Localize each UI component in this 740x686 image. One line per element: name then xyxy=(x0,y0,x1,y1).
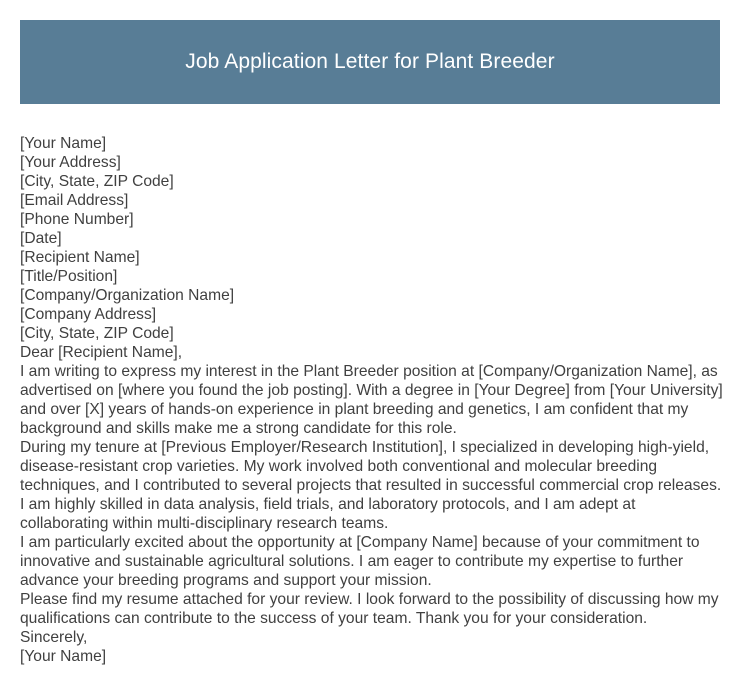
header-banner xyxy=(20,20,720,104)
body-paragraph: I am particularly excited about the opportunity at [Company Name] because of your commitment to innovative and sustainable agricultural solutions. I am eager to contribute my expertise to further advance your breeding programs and support your mission. xyxy=(20,534,700,589)
letter-body xyxy=(20,134,726,666)
recipient-city-state-zip: [City, State, ZIP Code] xyxy=(20,325,174,342)
sender-name: [Your Name] xyxy=(20,135,107,152)
body-paragraph: During my tenure at [Previous Employer/Research Institution], I specialized in developing high-yield, disease-resistant crop varieties. My work involved both conventional and molecular breeding techniques, and I contributed to several projects that resulted in successful commercial crop releases. I am highly skilled in data analysis, field trials, and laboratory protocols, and I am adept at collaborating within multi-disciplinary research teams. xyxy=(20,439,722,532)
closing: Sincerely, xyxy=(20,629,88,646)
recipient-company: [Company/Organization Name] xyxy=(20,287,235,304)
page-title: Job Application Letter for Plant Breeder xyxy=(185,50,555,73)
sender-address: [Your Address] xyxy=(20,154,121,171)
body-paragraph: Please find my resume attached for your review. I look forward to the possibility of discussing how my qualifications can contribute to the success of your team. Thank you for your consideration. xyxy=(20,591,719,627)
signature: [Your Name] xyxy=(20,648,107,665)
sender-email: [Email Address] xyxy=(20,192,129,209)
recipient-title: [Title/Position] xyxy=(20,268,118,285)
letter-date: [Date] xyxy=(20,230,62,247)
salutation: Dear [Recipient Name], xyxy=(20,344,183,361)
body-paragraph: I am writing to express my interest in the Plant Breeder position at [Company/Organization Name], as advertised on [where you found the job posting]. With a degree in [Your Degree] from [Your University] and over [X] years of hands-on experience in plant breeding and genetics, I am confident that my background and skills make me a strong candidate for this role. xyxy=(20,363,723,437)
sender-city-state-zip: [City, State, ZIP Code] xyxy=(20,173,174,190)
recipient-address: [Company Address] xyxy=(20,306,157,323)
sender-phone: [Phone Number] xyxy=(20,211,134,228)
recipient-name: [Recipient Name] xyxy=(20,249,140,266)
